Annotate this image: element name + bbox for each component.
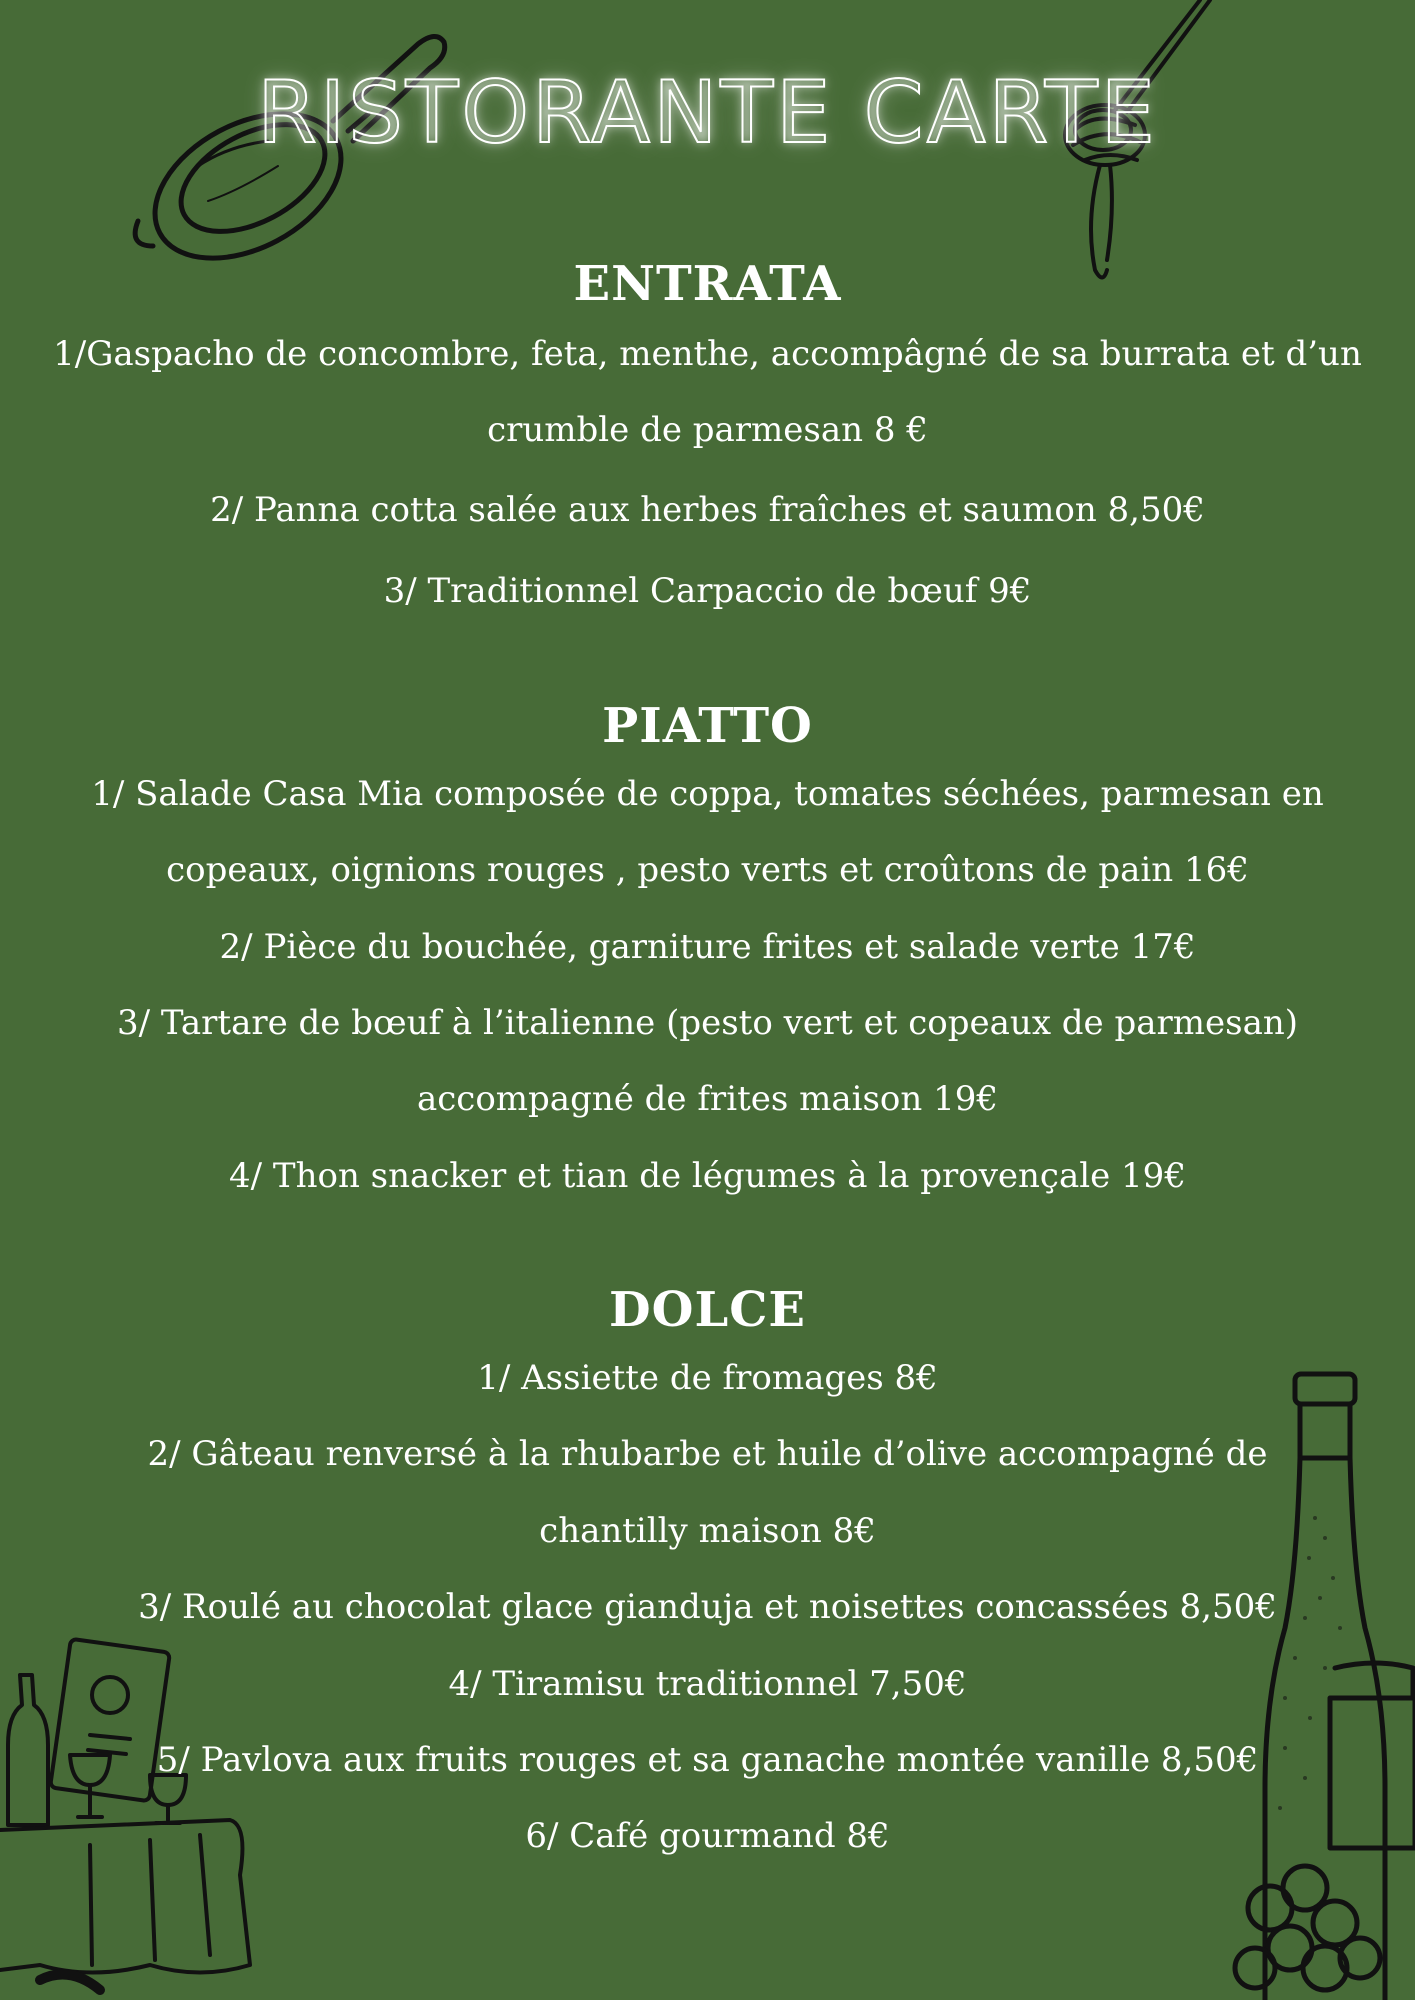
menu-item-line: 3/ Roulé au chocolat glace gianduja et noisettes concassées 8,50€ xyxy=(138,1587,1277,1627)
menu-item-line: 3/ Traditionnel Carpaccio de bœuf 9€ xyxy=(383,571,1032,611)
menu-item-line: 2/ Gâteau renversé à la rhubarbe et huile d’olive accompagné de xyxy=(147,1434,1268,1474)
menu-item-line: accompagné de frites maison 19€ xyxy=(416,1079,999,1119)
menu-item-line: 6/ Café gourmand 8€ xyxy=(525,1816,890,1856)
menu-item-line: 5/ Pavlova aux fruits rouges et sa ganache montée vanille 8,50€ xyxy=(156,1740,1259,1780)
restaurant-title: RISTORANTE CARTE xyxy=(257,63,1158,163)
menu-item-line: 1/ Salade Casa Mia composée de coppa, tomates séchées, parmesan en xyxy=(91,774,1324,814)
section-heading-piatto: PIATTO xyxy=(602,698,813,754)
section-heading-dolce: DOLCE xyxy=(609,1282,806,1338)
menu-item-line: copeaux, oignions rouges , pesto verts et croûtons de pain 16€ xyxy=(166,850,1249,890)
menu-item-line: 3/ Tartare de bœuf à l’italienne (pesto vert et copeaux de parmesan) xyxy=(116,1003,1299,1043)
menu-item-line: crumble de parmesan 8 € xyxy=(487,410,928,450)
menu-item-line: 2/ Pièce du bouchée, garniture frites et salade verte 17€ xyxy=(219,927,1196,967)
section-heading-entrata: ENTRATA xyxy=(573,256,842,312)
menu-item-line: 1/ Assiette de fromages 8€ xyxy=(477,1358,938,1398)
menu-item-line: 2/ Panna cotta salée aux herbes fraîches et saumon 8,50€ xyxy=(210,490,1205,530)
menu-item-line: chantilly maison 8€ xyxy=(539,1511,876,1551)
menu-item-line: 4/ Thon snacker et tian de légumes à la provençale 19€ xyxy=(229,1156,1186,1196)
menu-item-line: 1/Gaspacho de concombre, feta, menthe, accompâgné de sa burrata et d’un xyxy=(53,334,1362,374)
menu-item-line: 4/ Tiramisu traditionnel 7,50€ xyxy=(448,1664,967,1704)
